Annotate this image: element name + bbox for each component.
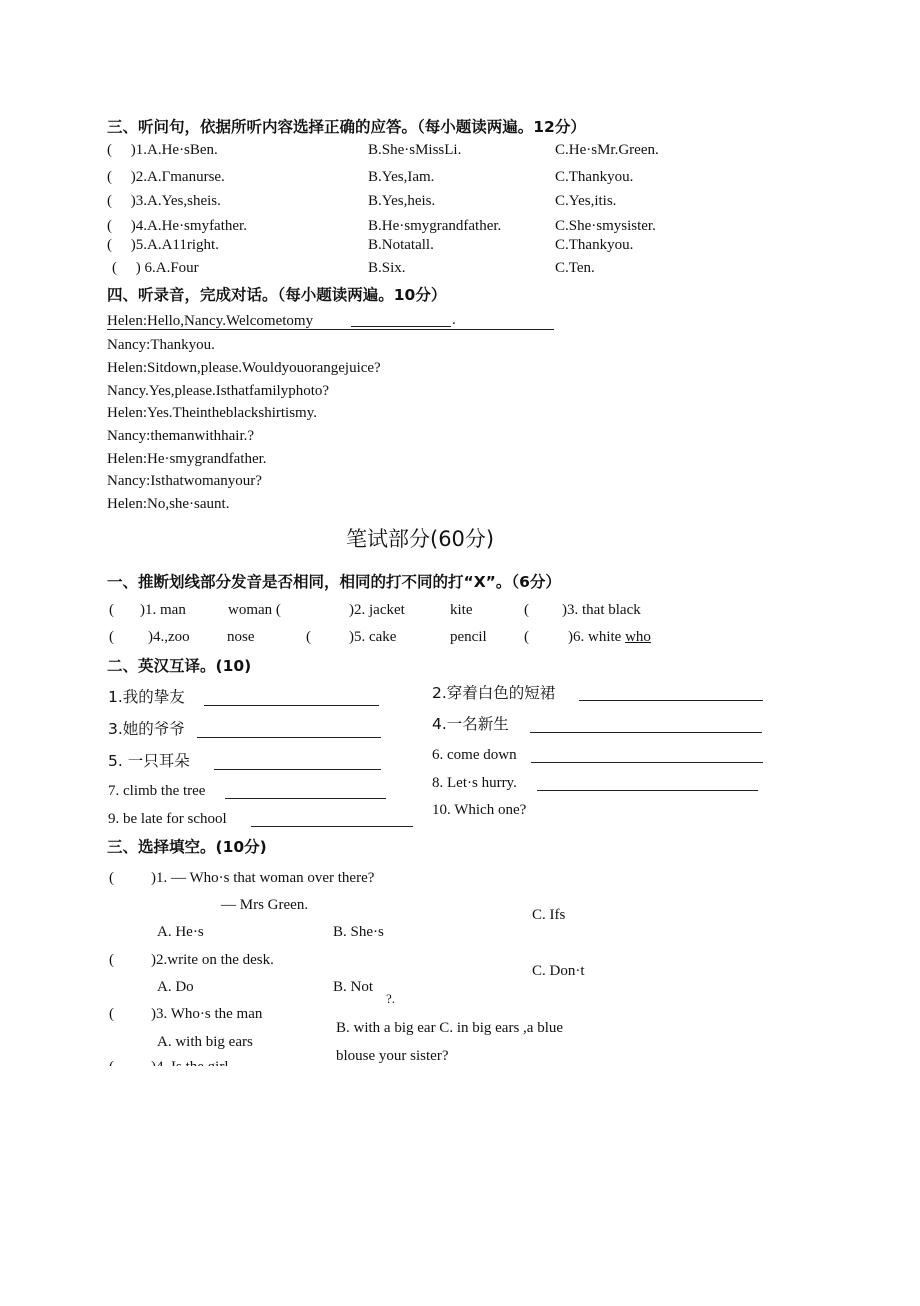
dialogue-line: Nancy:Thankyou. xyxy=(107,337,215,353)
answer-line[interactable] xyxy=(530,732,762,733)
option-b: B.Six. xyxy=(368,260,406,276)
item-4: )4.,zoo xyxy=(148,629,190,645)
paren: ( xyxy=(109,952,114,968)
choice-q3-b-cont: blouse your sister? xyxy=(336,1048,449,1064)
option-c: C.Thankyou. xyxy=(555,237,634,253)
question-1: ( )1.A.He·sBen. xyxy=(107,142,218,158)
choice-q1-a: A. He·s xyxy=(157,924,204,940)
paren: ( xyxy=(524,602,529,618)
dialogue-line: Helen:Hello,Nancy.Welcometomy xyxy=(107,313,314,329)
choice-heading: 三、选择填空。(10分) xyxy=(107,838,267,856)
translate-item-3: 3.她的爷爷 xyxy=(108,720,185,738)
paren: ( xyxy=(109,629,114,645)
choice-q1-b: B. She·s xyxy=(333,924,384,940)
answer-line[interactable] xyxy=(531,762,763,763)
item-4b: nose xyxy=(227,629,255,645)
translate-item-6: 6. come down xyxy=(432,747,517,763)
item-5: )5. cake xyxy=(349,629,397,645)
item-6 xyxy=(568,628,651,646)
dialogue-line: Nancy:themanwithhair.? xyxy=(107,428,255,444)
question-6: ( ) 6.A.Four xyxy=(112,260,199,276)
question-5: ( )5.A.A11right. xyxy=(107,237,219,253)
dialogue-heading: 四、听录音，完成对话。（每小题读两遍。10分） xyxy=(107,286,447,304)
option-b: B.Notatall. xyxy=(368,237,434,253)
translate-item-1: 1.我的挚友 xyxy=(108,688,185,706)
answer-line xyxy=(107,329,554,330)
item-3: )3. that black xyxy=(562,602,641,618)
choice-q3-b: B. with a big ear C. in big ears ,a blue xyxy=(336,1020,564,1036)
answer-line[interactable] xyxy=(197,737,381,738)
dialogue-line: Helen:Yes.Theintheblackshirtismy. xyxy=(107,405,317,421)
cropped-area xyxy=(0,1066,920,1306)
answer-blank xyxy=(351,326,451,327)
choice-q1-reply: — Mrs Green. xyxy=(221,897,309,913)
listening-heading: 三、听问句，依据所听内容选择正确的应答。（每小题读两遍。12分） xyxy=(107,118,586,136)
translate-item-2: 2.穿着白色的短裙 xyxy=(432,684,556,702)
answer-line[interactable] xyxy=(225,798,386,799)
answer-line[interactable] xyxy=(251,826,413,827)
choice-q1-c: C. Ifs xyxy=(532,907,566,923)
translate-item-9: 9. be late for school xyxy=(108,811,227,827)
option-b: B.He·smygrandfather. xyxy=(368,218,502,234)
dialogue-line: Helen:Sitdown,please.Wouldyouorangejuice? xyxy=(107,360,381,376)
pronunciation-heading: 一、推断划线部分发音是否相同，相同的打不同的打“X”。（6分） xyxy=(107,573,561,591)
choice-q2: )2.write on the desk. xyxy=(151,952,274,968)
choice-q1: )1. — Who·s that woman over there? xyxy=(151,870,375,886)
dialogue-line: Nancy:Isthatwomanyour? xyxy=(107,473,262,489)
option-b: B.Yes,heis. xyxy=(368,193,436,209)
option-b: B.She·sMissLi. xyxy=(368,142,462,158)
option-c: C.Thankyou. xyxy=(555,169,634,185)
option-c: C.She·smysister. xyxy=(555,218,656,234)
choice-q2-c: C. Don·t xyxy=(532,963,585,979)
item-1: )1. man xyxy=(140,602,186,618)
question-4: ( )4.A.He·smyfather. xyxy=(107,218,247,234)
item-2b: kite xyxy=(450,602,473,618)
item-1b: woman ( xyxy=(228,602,281,618)
dialogue-line: Helen:No,she·saunt. xyxy=(107,496,230,512)
written-part-title: 笔试部分(60分) xyxy=(346,527,495,551)
answer-line[interactable] xyxy=(579,700,763,701)
paren: ( xyxy=(109,602,114,618)
item-5b: pencil xyxy=(450,629,487,645)
stray-mark: ?. xyxy=(386,991,396,1006)
question-3: ( )3.A.Yes,sheis. xyxy=(107,193,221,209)
option-b: B.Yes,Iam. xyxy=(368,169,435,185)
item-6-underlined: who xyxy=(625,629,651,645)
item-6-word: )6. white xyxy=(568,629,626,645)
choice-q2-b: B. Not xyxy=(333,979,374,995)
option-c: C.Ten. xyxy=(555,260,595,276)
translate-item-4: 4.一名新生 xyxy=(432,715,509,733)
item-2: )2. jacket xyxy=(349,602,405,618)
choice-q3: )3. Who·s the man xyxy=(151,1006,263,1022)
dialogue-line: Nancy.Yes,please.Isthatfamilyphoto? xyxy=(107,383,330,399)
option-c: C.Yes,itis. xyxy=(555,193,617,209)
translate-item-5: 5. 一只耳朵 xyxy=(108,752,190,770)
translate-item-7: 7. climb the tree xyxy=(108,783,206,799)
paren: ( xyxy=(109,1006,114,1022)
answer-line[interactable] xyxy=(537,790,758,791)
option-c: C.He·sMr.Green. xyxy=(555,142,659,158)
translate-item-10: 10. Which one? xyxy=(432,802,527,818)
paren: ( xyxy=(524,629,529,645)
dialogue-line: Helen:He·smygrandfather. xyxy=(107,451,267,467)
answer-line[interactable] xyxy=(214,769,381,770)
choice-q2-a: A. Do xyxy=(157,979,194,995)
question-2: ( )2.A.Γmanurse. xyxy=(107,169,225,185)
answer-line[interactable] xyxy=(204,705,379,706)
period-mark: . xyxy=(452,312,456,328)
translate-item-8: 8. Let·s hurry. xyxy=(432,775,517,791)
choice-q3-a: A. with big ears xyxy=(157,1034,253,1050)
translation-heading: 二、英汉互译。(10) xyxy=(107,657,252,675)
paren: ( xyxy=(109,870,114,886)
paren: ( xyxy=(306,629,311,645)
